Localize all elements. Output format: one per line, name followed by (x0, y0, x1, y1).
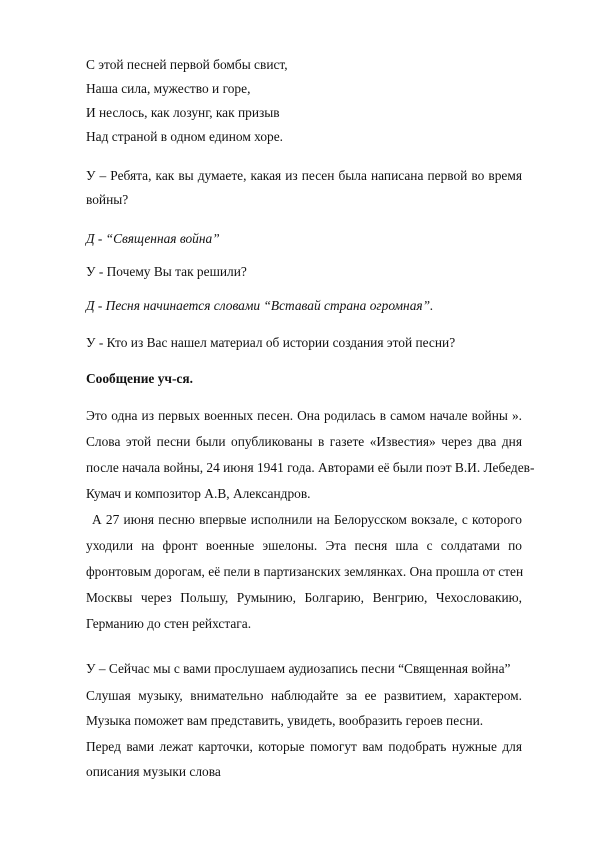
report-p1-line-4: Кумач и композитор А.В, Александров. (86, 486, 311, 501)
report-p1-line-1: Это одна из первых военных песен. Она родилась в самом начале войны ». (86, 408, 522, 423)
final-line-1: Слушая музыку, внимательно наблюдайте за ее развитием, характером. (86, 688, 522, 703)
report-p1-line-3: после начала войны, 24 июня 1941 года. Авторами её были поэт В.И. Лебедев- (86, 460, 535, 475)
report-p2-line-3: фронтовым дорогам, её пели в партизанских землянках. Она прошла от стен (86, 564, 524, 579)
report-p1-line-2: Слова этой песни были опубликованы в газете «Известия» через два дня (86, 434, 522, 449)
report-p2-line-1: А 27 июня песню впервые исполнили на Белорусском вокзале, с которого (92, 512, 522, 527)
poem-line-4: Над страной в одном едином хоре. (86, 129, 284, 144)
teacher-question-3: У - Кто из Вас нашел материал об истории создания этой песни? (86, 335, 456, 350)
poem-line-1: С этой песней первой бомбы свист, (86, 57, 288, 72)
child-answer-2: Д - Песня начинается словами “Вставай страна огромная”. (86, 298, 434, 313)
teacher-question-1-line-2: войны? (86, 192, 129, 207)
report-p2-line-2: уходили на фронт военные эшелоны. Эта песня шла с солдатами по (86, 538, 522, 553)
final-line-2: Музыка поможет вам представить, увидеть, вообразить героев песни. (86, 713, 484, 728)
child-answer-1: Д - “Священная война” (86, 231, 220, 246)
teacher-question-1-line-1: У – Ребята, как вы думаете, какая из песен была написана первой во время (86, 168, 522, 183)
final-line-4: описания музыки слова (86, 764, 221, 779)
teacher-question-4: У – Сейчас мы с вами прослушаем аудиозапись песни “Священная война” (86, 661, 511, 676)
report-p2-line-4: Москвы через Польшу, Румынию, Болгарию, Венгрию, Чехословакию, (86, 590, 522, 605)
report-p2-line-5: Германию до стен рейхстага. (86, 616, 252, 631)
report-title: Сообщение уч-ся. (86, 371, 193, 386)
final-line-3: Перед вами лежат карточки, которые помогут вам подобрать нужные для (86, 739, 522, 754)
poem-line-3: И неслось, как лозунг, как призыв (86, 105, 280, 120)
teacher-question-2: У - Почему Вы так решили? (86, 264, 247, 279)
poem-line-2: Наша сила, мужество и горе, (86, 81, 251, 96)
